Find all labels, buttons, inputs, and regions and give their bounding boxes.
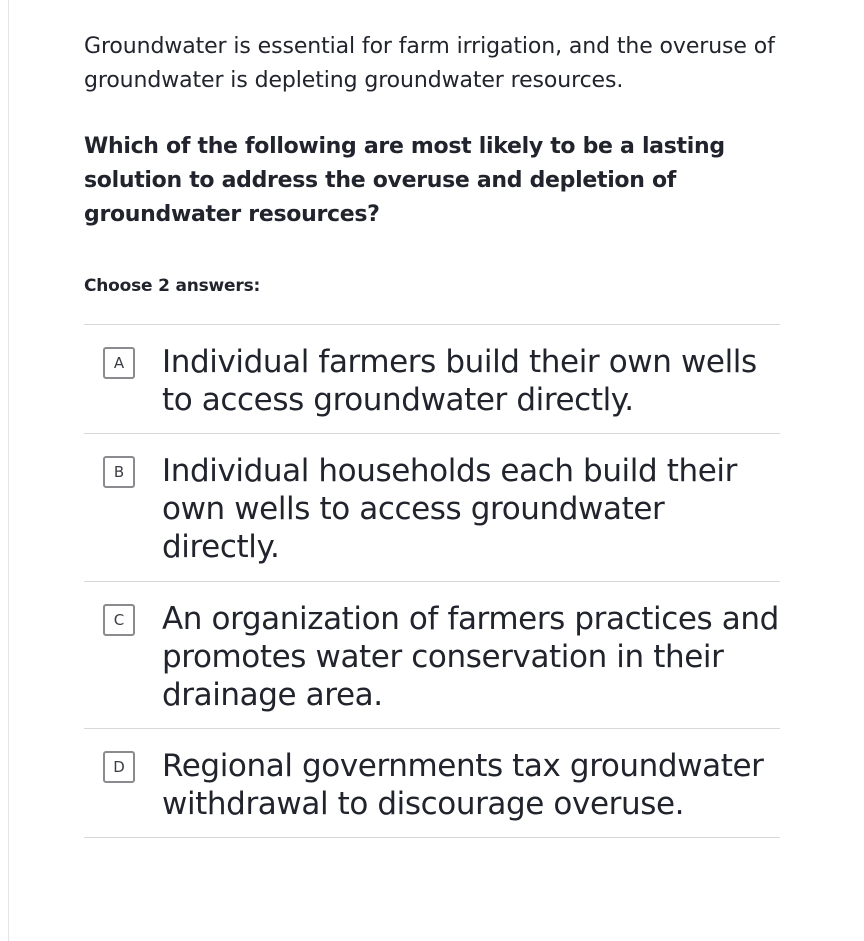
choice-d[interactable] [84, 729, 780, 838]
left-border-rule [8, 0, 9, 941]
question-prompt: Which of the following are most likely to be a lasting solution to address the overuse and depletion of groundwater resources? [84, 134, 725, 227]
choice-text-a: Individual farmers build their own wells to access groundwater directly. [162, 344, 757, 418]
question-panel [84, 30, 780, 838]
choice-letter-d-checkbox[interactable]: D [103, 751, 135, 783]
choice-c[interactable] [84, 582, 780, 729]
choice-letter-c-checkbox[interactable]: C [103, 604, 135, 636]
choice-b[interactable] [84, 434, 780, 582]
choice-list [84, 324, 780, 838]
choice-text-b: Individual households each build their own wells to access groundwater directly. [162, 453, 737, 565]
choice-letter-a-checkbox[interactable]: A [103, 347, 135, 379]
choice-text-d: Regional governments tax groundwater withdrawal to discourage overuse. [162, 748, 764, 822]
choice-letter-b-checkbox[interactable]: B [103, 456, 135, 488]
question-intro: Groundwater is essential for farm irrigation, and the overuse of groundwater is depleting groundwater resources. [84, 34, 775, 93]
choice-text-c: An organization of farmers practices and promotes water conservation in their drainage area. [162, 601, 779, 713]
choice-a[interactable] [84, 325, 780, 434]
answer-instructions: Choose 2 answers: [84, 276, 261, 296]
